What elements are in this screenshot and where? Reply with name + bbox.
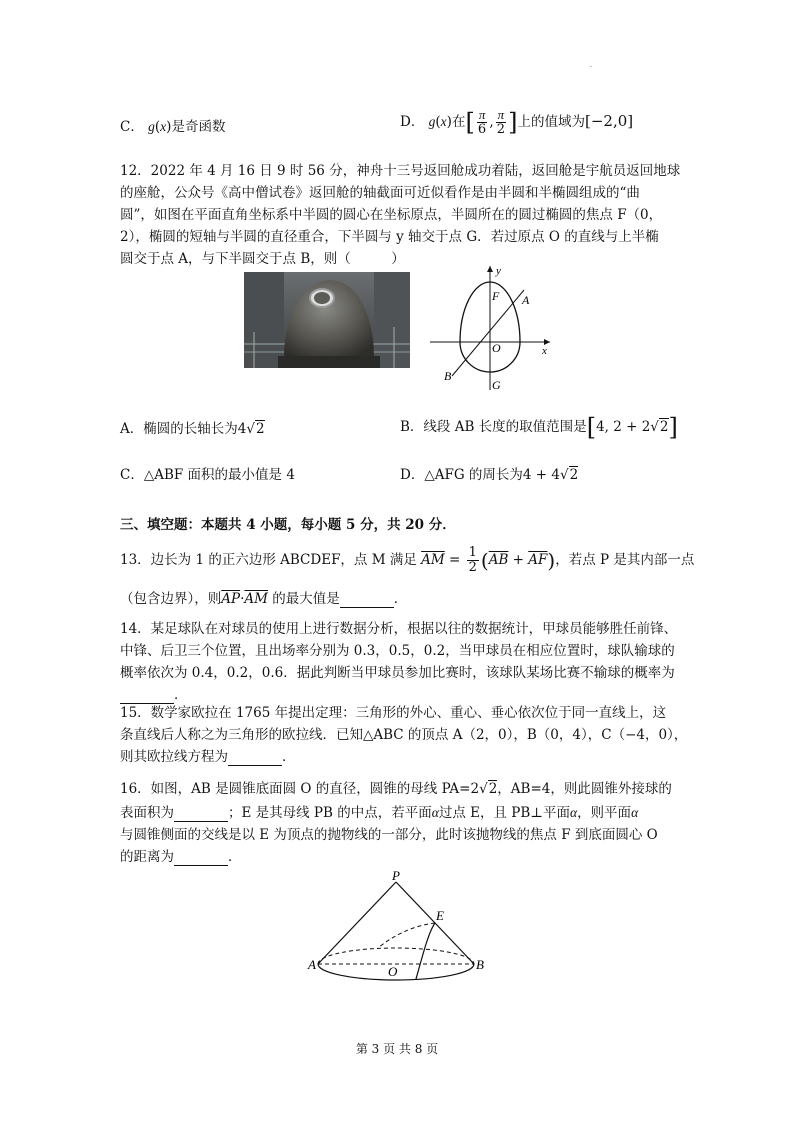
page-footer: 第 3 页 共 8 页: [355, 1042, 439, 1056]
q16-line1: 16．如图，AB 是圆锥底面圆 O 的直径，圆锥的母线 PA=2√2，AB=4，则此圆锥外接球的: [120, 781, 672, 797]
answer-blank[interactable]: [340, 593, 394, 608]
q14-line1: 14．某足球队在对球员的使用上进行数据分析，根据以往的数据统计，甲球员能够胜任前锋、: [120, 621, 678, 637]
label-a: A: [308, 957, 316, 972]
label-o: O: [492, 341, 501, 355]
q14-line3: 概率依次为 0.4，0.2，0.6．据此判断当甲球员参加比赛时，该球队某场比赛不输球的概率为: [120, 665, 675, 681]
label-y: y: [496, 265, 501, 277]
q15-line1: 15．数学家欧拉在 1765 年提出定理：三角形的外心、重心、垂心依次位于同一直线上，这: [120, 705, 667, 721]
y-axis-arrow-icon: [487, 266, 493, 272]
label-b: B: [476, 957, 484, 972]
range-value: [−2,0]: [585, 112, 634, 130]
q12-option-d: D．△AFG 的周长为4 + 4√2: [400, 467, 579, 483]
q15-line2: 条直线后人称之为三角形的欧拉线．已知△ABC 的顶点 A（2，0），B（0，4），C（−4，0），: [120, 727, 688, 743]
curved-circle-figure: [426, 262, 556, 392]
label-b: B: [444, 369, 452, 383]
label-p: P: [392, 868, 400, 883]
q12-line5: 圆交于点 A，与下半圆交于点 B，则（ ）: [120, 251, 405, 267]
line-ab: [452, 290, 524, 376]
q14-line2: 中锋、后卫三个位置，且出场率分别为 0.3，0.5，0.2，当甲球员在相应位置时，球队输球的: [120, 643, 675, 659]
q13-line1: 13．边长为 1 的正六边形 ABCDEF，点 M 满足 $\overline{AM}$ = $\frac{1}{2}$ $(\overline{AB} + \overline{AF})$，若点 P 是其内部一点: [120, 545, 695, 575]
answer-blank[interactable]: [120, 689, 174, 704]
label-f: F: [492, 289, 500, 303]
q12-line1: 12．2022 年 4 月 16 日 9 时 56 分，神舟十三号返回舱成功着陆，返回舱是宇航员返回地球: [120, 163, 681, 179]
label-g: G: [492, 378, 501, 392]
answer-blank[interactable]: [174, 807, 228, 822]
q11-option-c: C． g(x)是奇函数: [120, 119, 226, 135]
q12-line2: 的座舱，公众号《高中僧试卷》返回舱的轴截面可近似看作是由半圆和半椭圆组成的“曲: [120, 185, 640, 201]
parabola-front: [416, 923, 435, 979]
q13-line2: （包含边界），则$\overline{AP}\cdot\overline{AM}$ 的最大值是 ．: [120, 591, 408, 607]
q12-line3: 圆”，如图在平面直角坐标系中半圆的圆心在坐标原点，半圆所在的圆过椭圆的焦点 F（0，: [120, 207, 663, 223]
q12-option-a: A．椭圆的长轴长为4√2: [120, 421, 265, 437]
base-back-arc: [318, 948, 474, 964]
q14-line4: ．: [120, 686, 188, 704]
q12-option-b: B．线段 AB 长度的取值范围是[4, 2 + 2√2]: [400, 413, 678, 442]
section-heading: 三、填空题：本题共 4 小题，每小题 5 分，共 20 分．: [120, 517, 456, 533]
q11-option-d: D． g(x)在[ $\frac{\pi}{6}$ , $\frac{\pi}{2}$ ]上的值域为[−2,0]: [400, 107, 634, 137]
answer-blank[interactable]: [174, 851, 228, 866]
label-o: O: [388, 964, 398, 979]
label-a: A: [522, 293, 530, 307]
q16-line2: 表面积为 ；E 是其母线 PB 的中点，若平面α过点 E，且 PB⊥平面α，则平面α: [120, 805, 639, 821]
cone-figure: [300, 868, 500, 988]
answer-blank[interactable]: [228, 751, 282, 766]
q16-line4: 的距离为 ．: [120, 849, 242, 865]
label-x: x: [542, 345, 547, 357]
capsule-photo: [244, 272, 410, 368]
generatrix-pa: [318, 882, 396, 964]
q16-line3: 与圆锥侧面的交线是以 E 为顶点的抛物线的一部分，此时该抛物线的焦点 F 到底面圆心 O: [120, 827, 658, 843]
q12-option-c: C．△ABF 面积的最小值是 4: [120, 467, 295, 483]
page-dot: .: [590, 62, 592, 69]
math-g-x: g: [148, 119, 155, 134]
label-e: E: [436, 908, 444, 923]
q12-line4: 2），椭圆的短轴与半圆的直径重合，下半圆与 y 轴交于点 G．若过原点 O 的直线与上半椭: [120, 229, 659, 245]
q15-line3: 则其欧拉线方程为 ．: [120, 749, 296, 765]
